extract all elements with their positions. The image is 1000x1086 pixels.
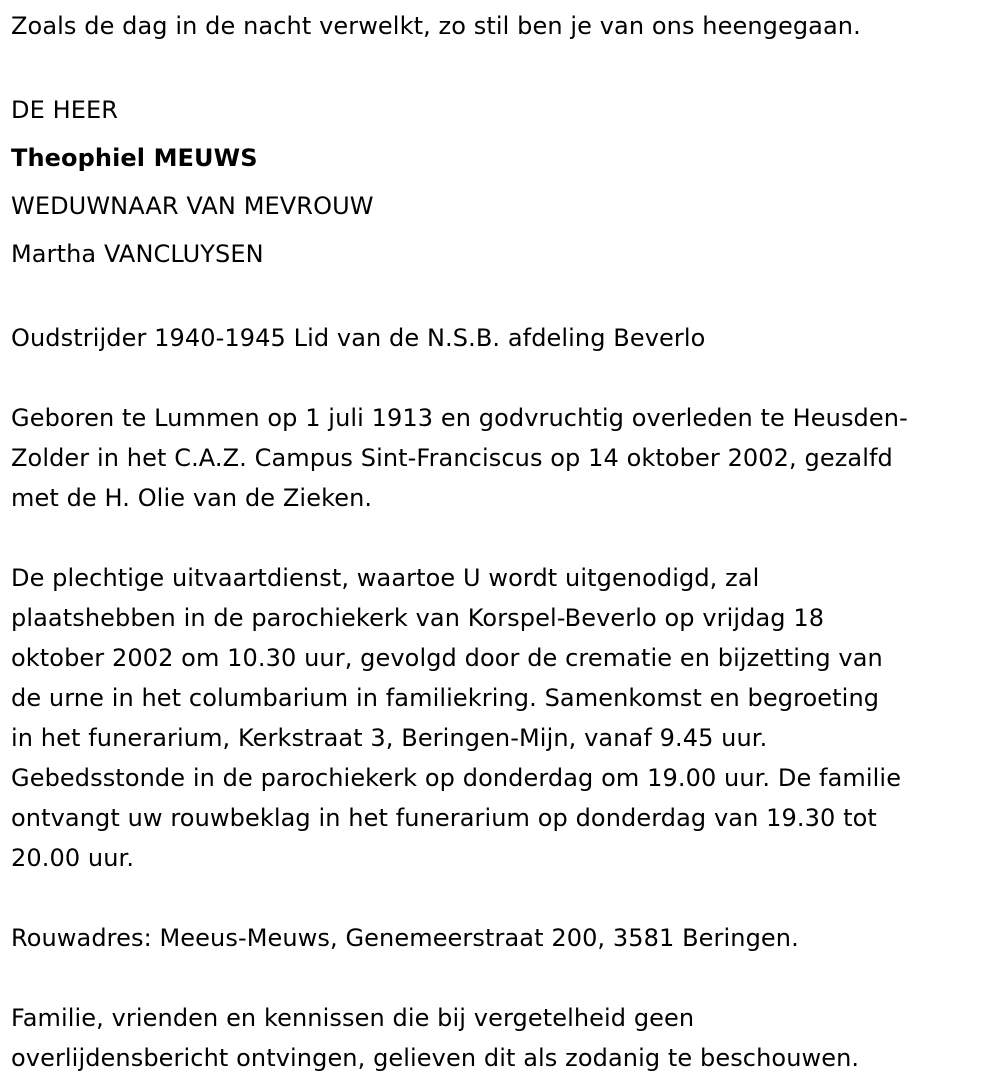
funeral-line: oktober 2002 om 10.30 uur, gevolgd door de crematie en bijzetting van: [11, 644, 883, 672]
birth-death-line: Zolder in het C.A.Z. Campus Sint-Franciscus op 14 oktober 2002, gezalfd: [11, 444, 893, 472]
spacer: [11, 278, 990, 318]
spouse-name: Martha VANCLUYSEN: [11, 240, 264, 268]
birth-death-line: met de H. Olie van de Zieken.: [11, 484, 373, 512]
mourning-address: Rouwadres: Meeus-Meuws, Genemeerstraat 200, 3581 Beringen.: [11, 924, 799, 952]
opening-quote: Zoals de dag in de nacht verwelkt, zo stil ben je van ons heengegaan.: [11, 12, 861, 40]
closing-line: overlijdensbericht ontvingen, gelieven dit als zodanig te beschouwen.: [11, 1044, 860, 1072]
deceased-name: Theophiel MEUWS: [11, 144, 258, 172]
closing-paragraph: [11, 998, 990, 1078]
funeral-line: ontvangt uw rouwbeklag in het funerarium op donderdag van 19.30 tot: [11, 804, 877, 832]
funeral-line: plaatshebben in de parochiekerk van Korspel-Beverlo op vrijdag 18: [11, 604, 825, 632]
funeral-line: Gebedsstonde in de parochiekerk op donderdag om 19.00 uur. De familie: [11, 764, 902, 792]
funeral-line: De plechtige uitvaartdienst, waartoe U wordt uitgenodigd, zal: [11, 564, 760, 592]
widower-label: WEDUWNAAR VAN MEVROUW: [11, 192, 374, 220]
funeral-paragraph: [11, 558, 990, 878]
spacer: [11, 878, 990, 918]
title-prefix: DE HEER: [11, 96, 119, 124]
spacer: [11, 958, 990, 998]
spacer: [11, 518, 990, 558]
funeral-line: de urne in het columbarium in familiekring. Samenkomst en begroeting: [11, 684, 880, 712]
spacer: [11, 358, 990, 398]
closing-line: Familie, vrienden en kennissen die bij vergetelheid geen: [11, 1004, 695, 1032]
funeral-line: 20.00 uur.: [11, 844, 135, 872]
birth-death-line: Geboren te Lummen op 1 juli 1913 en godvruchtig overleden te Heusden-: [11, 404, 908, 432]
funeral-line: in het funerarium, Kerkstraat 3, Beringen-Mijn, vanaf 9.45 uur.: [11, 724, 768, 752]
veteran-line: Oudstrijder 1940-1945 Lid van de N.S.B. afdeling Beverlo: [11, 324, 706, 352]
birth-death-paragraph: [11, 398, 990, 518]
spacer: [11, 46, 990, 86]
